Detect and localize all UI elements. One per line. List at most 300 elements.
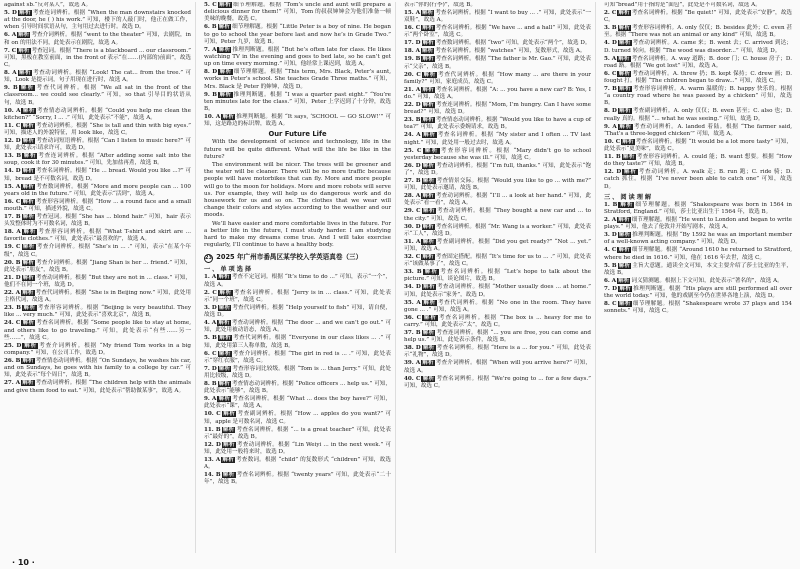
explanation-tag: 解析 [218, 304, 231, 311]
answer-item [404, 163, 591, 177]
answer-item [604, 263, 792, 277]
answer-text: 考查名词辨析。根据 “We’re going to ... for a few days.” 可知，故选 C。 [404, 375, 591, 389]
explanation-tag: 解析 [622, 138, 634, 145]
answer-text: 考查动词辨析。根据 “I’m full, thanks.” 可知，此处表示“饱了”，故选 D。 [404, 162, 591, 177]
answer-number: 17. B [4, 214, 21, 221]
answer-item [4, 138, 191, 152]
explanation-tag: 解析 [219, 69, 232, 76]
answer-text: 考查连词辨析。根据 “Mom, I’m hungry. Can I have some bread?” 可知，故选 D。 [404, 102, 591, 116]
explanation-tag: 解析 [22, 274, 34, 281]
answer-item [204, 2, 391, 24]
answer-number: 22. A [4, 290, 21, 297]
answer-number: 38. D [404, 345, 421, 352]
essay-body [204, 139, 391, 249]
answer-item [4, 153, 191, 167]
answer-item [4, 85, 191, 107]
explanation-tag: 解析 [422, 48, 434, 55]
answer-number: 10. A [204, 114, 221, 121]
explanation-tag: 解析 [218, 350, 231, 357]
section-title [204, 251, 391, 263]
answer-number: 14. B [204, 472, 221, 479]
explanation-tag: 解析 [22, 138, 35, 145]
answer-text: 考查名词辨析。根据 “... is a great teacher” 可知，此处表示“最好的”，故选 B。 [204, 426, 391, 440]
explanation-tag: 解析 [18, 32, 30, 39]
answer-text: 考查情景交际。根据 “Would you like to go ... with me?” 可知，此处表示邀请，故选 B。 [404, 178, 591, 192]
explanation-tag: 解析 [18, 47, 30, 54]
answer-number: 15. A [404, 10, 421, 16]
answer-text: 考查形容词辨析。根据 “Mary didn’t go to school yesterday because she was ill.” 可知，故选 C。 [404, 147, 591, 161]
explanation-tag: 解析 [219, 91, 232, 98]
answer-number: 28. A [404, 193, 421, 200]
part-heading: 一、单项选择 [204, 266, 254, 274]
answer-number: 13. A [204, 456, 221, 463]
answer-number: 21. A [404, 86, 421, 93]
explanation-tag: 解析 [23, 153, 37, 160]
answer-number: 2. A [604, 217, 617, 224]
answer-text: 考查副词辨析。A. only 仅仅；B. even 甚至；C. also 也；D. really 真的。根据 “... what he was seeing.” 可知，故选 D。 [604, 108, 793, 122]
answer-text: 考查固定搭配。根据 “It’s time for us to ... .” 可知，此处表示“该做某事了”，故选 C。 [404, 254, 592, 268]
answer-number: 7. B [604, 86, 617, 93]
answer-number: 34. D [404, 284, 421, 291]
answer-text: 考查动词辨析。根据 “The door ... and we can’t go out.” 可知，此处用被动语态，故选 A。 [204, 320, 391, 334]
answer-item [404, 56, 591, 70]
answer-text: 考查连词辨析。根据 “When the man downstairs knocked at the door, he ( ) his work.” 可知，楼下的人敲门时，他正在做工作，when 引导时间状语从句，主句用过去进行时。故选 D。 [4, 10, 191, 31]
answer-item [4, 108, 191, 122]
answer-number: 25. D [4, 342, 22, 349]
page-number: · 10 · [12, 558, 35, 567]
answer-item [204, 320, 391, 334]
answer-text: 考查动词辨析。根据 “They bought a new car and ... to the city.” 可知，故选 C。 [404, 208, 591, 222]
answer-number: 2. C [204, 289, 217, 296]
answer-number: 17. D [404, 40, 421, 47]
answer-text: 考查动词短语辨析。根据 “Can I listen to music here?” 可知，此处表示请求许可，故选 D。 [4, 138, 191, 152]
answer-number: 5. C [204, 2, 217, 8]
answer-text: 考查形容词辨析。根据 “Beijing is very beautiful. They like ... very much.” 可知，此处表示“喜欢北京”，故选 B。 [4, 305, 191, 319]
answer-item [404, 193, 591, 207]
answer-number: 10. C [204, 411, 221, 418]
answer-number: 18. A [4, 229, 21, 236]
answer-text: 考查名词辨析。根据 “Jerry is in ... class.” 可知，此处表示“同一个班”，故选 C。 [204, 289, 391, 303]
answer-text: 考查副词辨析。根据 “How ... apples do you want?” 可知，apple 是可数名词，故选 C。 [204, 411, 391, 425]
answer-number: 33. B [404, 269, 422, 276]
explanation-tag: 解析 [218, 365, 231, 372]
answer-item [604, 25, 792, 39]
answer-item [604, 139, 792, 153]
answer-item [4, 184, 191, 198]
answer-text: 考查名词辨析。根据 “I want to buy ... .” 可知，此处表示“一双鞋”，故选 A。 [404, 10, 591, 24]
explanation-tag: 解析 [423, 269, 439, 276]
answer-item [204, 290, 391, 304]
answer-number: 8. B [204, 380, 217, 387]
answer-number: 37. B [404, 330, 421, 337]
answer-text: 考查数词辨析。根据 “More and more people can ... 100 years old in the future.” 可知，此处表示“活到”，故选 A。 [4, 183, 191, 197]
explanation-tag: 解析 [422, 299, 436, 306]
answer-text: 推理判断题。根据 “I was a quarter past eight.” “You’re ten minutes late for the class.” 可知，Peter 上学迟到了十分钟，故选 B。 [204, 91, 391, 113]
answer-text: 细节理解题。根据 “He went to London and began to write plays.” 可知，他去了伦敦并开始写剧本，故选 A。 [604, 217, 792, 231]
answer-text: 表示“你的(行李)”，故选 B。 [404, 2, 476, 8]
explanation-tag: 解析 [618, 262, 631, 269]
answer-text: 推理判断题。根据 “It says, ‘SCHOOL — GO SLOW!’” 可知，这是路边的标识牌，故选 A。 [204, 114, 391, 128]
answer-number: 29. C [404, 208, 421, 215]
answer-item [204, 47, 391, 69]
answer-item [604, 2, 792, 9]
answer-item [604, 278, 792, 285]
answer-text: 考查动词辨析。根据 “The children help with the animals and give them food to eat.” 可知，此处表示“帮助做某事”，故选 A。 [4, 380, 191, 394]
column-4 [604, 2, 796, 553]
answer-number: 11. B [204, 426, 221, 433]
answer-text: 考查动词辨析。根据 “She is tall and thin with big eyes.” 可知，描述人的外貌特征，用 look like，故选 C。 [4, 122, 191, 137]
answer-number: 9. B [4, 85, 18, 92]
answer-item [404, 208, 591, 222]
explanation-tag: 解析 [422, 284, 435, 291]
explanation-tag: 解析 [422, 117, 434, 124]
answer-number: 4. C [604, 247, 617, 254]
explanation-tag: 解析 [623, 169, 637, 176]
section-title-text: 2025 年广州市番禺区某学校入学英语真卷（三） [216, 253, 363, 262]
answer-number: 26. B [4, 358, 21, 365]
column-2 [204, 2, 396, 553]
answer-number: 23. B [4, 305, 21, 312]
answer-item [204, 69, 391, 91]
answer-item [4, 70, 191, 84]
explanation-tag: 解析 [422, 71, 437, 78]
answer-number: 12. D [604, 169, 622, 176]
answer-item [404, 178, 591, 192]
explanation-tag: 解析 [22, 214, 35, 221]
answer-number: 10. A [4, 107, 21, 114]
answer-text: 细节理解题。根据 “This term, Mrs. Black, Peter’s aunt, works in Peter’s school. She teaches Grade Three maths.” 可知，Mrs. Black 是 Peter 的婶婶，故选 D。 [204, 69, 391, 90]
answer-text: 主旨大意题。通读全文可知，本文主要介绍了莎士比亚的生平，故选 B。 [604, 262, 792, 276]
answer-item [404, 132, 591, 146]
answer-text: 考查介词辨析。根据 “When will you arrive here?” 可知，故选 A。 [404, 360, 591, 374]
answer-number: 10. C [604, 138, 621, 145]
explanation-tag: 解析 [218, 2, 232, 8]
answer-text: 推理判断题。根据 “But he’s often late for class. He likes watching TV in the evening and goes to bed late, so he can’t get up on time every morning.” 可知，他经常上课迟到，故选 A。 [204, 46, 391, 68]
answer-text: 考查名词辨析。根据 “The father is Mr. Gao.” 可知，此处表示“父亲”，故选 B。 [404, 56, 591, 70]
answer-item [4, 32, 191, 46]
explanation-tag: 解析 [422, 345, 435, 352]
column-1 [4, 2, 196, 553]
answer-number: 13. B [4, 153, 22, 160]
explanation-tag: 解析 [22, 244, 35, 251]
answer-item [604, 40, 792, 54]
answer-item [404, 254, 591, 268]
answer-number: 6. A [4, 32, 17, 39]
answer-text: 考查动词辨析。根据 “I’ll ... a look at her hand.” 可知，此处表示“看一看”，故选 A。 [404, 193, 591, 207]
answer-item [204, 366, 391, 380]
explanation-tag: 解析 [619, 285, 632, 292]
answer-item [404, 284, 591, 298]
explanation-tag: 解析 [618, 25, 630, 32]
answer-list [204, 274, 391, 486]
document-page [4, 2, 796, 553]
answer-number: 15. A [4, 183, 21, 190]
answer-number: 3. D [604, 232, 617, 239]
answer-text: 考查名词辨析。根据 “A: ... you have a new car? B: Yes, I do.” 可知，故选 A。 [404, 86, 591, 101]
answer-number: 7. A [204, 46, 217, 53]
answer-number: 9. B [204, 91, 217, 98]
answer-text: 考查冠词。根据 “There is a blackboard ... our classroom.” 可知，黑板在教室前面，in the front of 表示“在……(内部的)前面”，故选 C。 [4, 47, 191, 69]
answer-number: 7. D [204, 365, 217, 372]
answer-text: 考查介词辨析。根据 “My friend Tom works in a big company.” 可知，在公司工作，故选 D。 [4, 342, 191, 357]
explanation-tag: 解析 [22, 107, 35, 114]
answer-text: 推理判断题。根据 “By 1592 he was an important member of a well-known acting company.” 可知，故选 D。 [604, 232, 792, 246]
explanation-tag: 解析 [618, 277, 630, 284]
answer-text: 考查形容词辨析。根据 “What T-shirt and skirt are ... favorite clothes.” 可知，此处表示“最喜欢的”，故选 A。 [4, 229, 191, 243]
answer-number: 2. C [604, 10, 617, 16]
answer-number: 5. B [204, 335, 217, 342]
answer-number: 7. C [4, 47, 17, 54]
explanation-tag: 解析 [222, 114, 235, 121]
answer-item [604, 86, 792, 108]
answer-item [204, 274, 391, 288]
explanation-tag: 解析 [423, 314, 437, 321]
essay-paragraph: With the development of science and technology, life in the future will be quite different. What will the life be like in the future? [204, 139, 391, 160]
answer-item [604, 232, 792, 246]
answer-text: 细节理解题。根据 “Little Peter is a boy of nine. He began to go to school the year before last and now he’s in Grade Two.” 可知，Peter 九岁，故选 B。 [204, 24, 391, 45]
explanation-tag: 解析 [618, 301, 631, 308]
explanation-tag: 解析 [618, 123, 632, 130]
answer-text: 考查名词辨析。根据 “Here is a ... for you.” 可知，此处表示“礼物”，故选 D。 [404, 345, 591, 359]
answer-item [204, 24, 391, 46]
answer-text: 考查不定冠词。根据 “It’s time to do ...” 可知，表示“一个”，故选 A。 [204, 274, 391, 288]
answer-item [404, 300, 591, 314]
answer-number: 9. A [204, 396, 217, 403]
answer-text: 考查连词辨析。根据 “After adding some salt into the soup, cook it for 30 minutes.” 可知，先加盐再煮，故选 B。 [4, 153, 191, 167]
explanation-tag: 解析 [218, 24, 231, 31]
answer-text: 考查代词辨析。根据 “She is in Beijing now.” 可知，此处用主格代词，故选 A。 [4, 290, 191, 304]
answer-number: 8. C [604, 301, 617, 308]
answer-item [404, 345, 591, 359]
answer-number: 5. B [604, 262, 617, 269]
answer-item [404, 117, 591, 131]
answer-number: 5. D [4, 10, 17, 16]
answer-item [204, 114, 391, 128]
answer-text: 考查介词辨析。根据 “Jiang Shan is her ... friend.” 可知，此处表示“朋友”，故选 B。 [4, 259, 191, 273]
explanation-tag: 解析 [218, 380, 230, 387]
answer-number: 4. D [604, 40, 617, 47]
answer-item [4, 358, 191, 380]
explanation-tag: 解析 [422, 10, 434, 16]
answer-item [404, 40, 591, 47]
answer-item [604, 108, 792, 122]
answer-list [4, 2, 191, 395]
answer-text: 考查情态动词辨析。根据 “Could you help me clean the kitchen?” “Sorry, I ... .” 可知，此处表示“不能”，故选 A。 [4, 107, 191, 121]
answer-item [404, 48, 591, 55]
answer-number: 32. C [404, 254, 421, 261]
answer-number: 5. A [604, 55, 617, 62]
answer-number: 6. B [204, 24, 217, 31]
answer-item [204, 442, 391, 456]
explanation-tag: 解析 [622, 154, 635, 161]
answer-text: 考查情态动词辨析。根据 “On Sundays, he washes his car, and on Sundays, he goes with his family to a college by car.” 可知，此处表示“每个周日”，故选 B。 [4, 358, 191, 379]
answer-text: 考查动词辨析。A. threw 扔；B. kept 保持；C. drew 画；D. fought 打。根据 “The children began to draw...” 可知，故选 C。 [604, 70, 792, 85]
answer-text: 细节理解题。根据 “Tom’s uncle and aunt will prepare a delicious dinner for them!” 可知，Tom 的叔叔婶婶会为他们准备一顿美味的晚餐，故选 C。 [204, 2, 391, 23]
answer-text: 考查名词辨析。根据 “watches” 可知，复数形式，故选 A。 [435, 48, 586, 55]
essay-paragraph: The environment will be nicer. The trees will be greener and the water will be cleaner. There will be no more traffic because people will have motorbikes that can fly. More and more people will go to the moon for holidays. More and more robots will serve us. For example, they will help us do dangerous work and do housework for us and so on. The clothes that we wear will change their colors and styles according to the weather and our moods. [204, 162, 391, 219]
answer-item [204, 305, 391, 319]
explanation-tag: 解析 [22, 229, 37, 236]
answer-number: 19. C [4, 244, 21, 251]
answer-text: 推理判断题。根据 “His plays are still performed all over the world today.” 可知，他的戏剧至今仍在世界各地上演，故选 D。 [604, 285, 792, 300]
answer-text: 考查形容词辨析。根据 “How ... a round face and a small mouth.” 可知，描述外貌，故选 C。 [4, 198, 191, 213]
answer-item [4, 244, 191, 258]
answer-item [4, 214, 191, 228]
explanation-tag: 解析 [618, 232, 631, 239]
answer-text: against sb.“反对某人”，故选 A。 [4, 2, 92, 8]
answer-item [4, 320, 191, 342]
answer-text: 细节理解题。根据 “Around 1610 he returned to Stratford, where he died in 1616.” 可知，他在 1616 年去世，故选 C。 [604, 247, 792, 261]
explanation-tag: 解析 [22, 320, 35, 327]
explanation-tag: 解析 [619, 201, 634, 208]
answer-text: 考查名词辨析。根据 “We have ... and a hall” 可知，此处表示“两个卧室”，故选 C。 [404, 25, 591, 39]
explanation-tag: 解析 [222, 426, 235, 433]
explanation-tag: 解析 [422, 360, 434, 367]
answer-text: 考查代词辨析。根据 “Everyone in our class likes ... .” 可知，此处用第三人称单数，故选 B。 [204, 335, 391, 349]
answer-item [404, 87, 591, 101]
essay-paragraph: We’ll have easier and more comfortable lives in the future. For a better life in the future, I must study harder. I am studying hard to make my dreams come true. And I will take exercise regularly, I’ll continue to have a healthy body. [204, 220, 391, 249]
answer-text: 考查情态动词辨析。根据 “Would you like to have a cup of tea?” 可知，此处表示委婉请求，故选 B。 [404, 117, 591, 131]
answer-text: 考查名词辨析。根据 “twenty years” 可知，此处表示“二十年”，故选 B。 [204, 472, 391, 486]
answer-text: 考查冠词。根据 “She has ... blond hair.” 可知，hair 表示头发整体时为不可数名词，故选 B。 [4, 214, 191, 228]
answer-text: 考查名词辨析。根据 “It would be a lot more tasty” 可知，此处表示“更美味”，故选 C。 [604, 138, 792, 153]
answer-item [204, 472, 391, 486]
answer-item [604, 169, 792, 191]
answer-number: 11. B [604, 154, 621, 161]
answer-item [4, 168, 191, 182]
answer-text: 考查名词辨析。根据 “My sister and I often ... TV last night.” 可知，此处用一般过去时，故选 A。 [404, 132, 591, 146]
explanation-tag: 解析 [23, 342, 38, 349]
explanation-tag: 解析 [618, 55, 630, 62]
answer-item [604, 71, 792, 85]
answer-list [204, 2, 391, 128]
answer-number: 1. B [604, 201, 618, 208]
answer-item [204, 381, 391, 395]
answer-item [4, 260, 191, 274]
explanation-tag: 解析 [218, 274, 230, 281]
answer-list [604, 202, 792, 316]
explanation-tag: 解析 [22, 380, 34, 387]
explanation-tag: 解析 [218, 46, 231, 53]
answer-item [404, 72, 591, 86]
answer-text: 考查代词辨析。根据 “No one in the room. They have gone ... .” 可知，故选 A。 [404, 299, 591, 313]
answer-number: 6. C [204, 350, 217, 357]
explanation-tag: 解析 [618, 86, 631, 93]
answer-number: 20. C [404, 71, 421, 78]
explanation-tag: 解析 [422, 132, 436, 139]
explanation-tag: 解析 [423, 147, 439, 154]
answer-number: 22. D [404, 102, 421, 109]
explanation-tag: 解析 [422, 375, 435, 382]
answer-number: 16. C [4, 198, 21, 205]
answer-number: 7. D [604, 285, 617, 292]
answer-item [604, 217, 792, 231]
explanation-tag: 解析 [22, 259, 35, 266]
answer-text: 考查形容词辨析。A. could 能；B. want 想要。根据 “How do they taste?” 可知，故选 B。 [604, 154, 792, 168]
explanation-tag: 解析 [222, 472, 235, 479]
answer-number: 6. A [604, 277, 617, 284]
answer-number: 39. A [404, 360, 421, 367]
answer-number: 27. A [4, 380, 21, 387]
answer-text: 词义猜测题。根据上下文可知，此处表示“著名的”，故选 A。 [631, 277, 783, 284]
answer-text: 考查形容词辨析。A. only 仅仅；B. besides 此外；C. even 甚至。根据 “There was not an animal or any kind” 可知，故选 B。 [604, 25, 792, 39]
answer-item [404, 269, 591, 283]
answer-item [4, 48, 191, 70]
answer-number: 21. D [4, 274, 21, 281]
answer-number: 1. A [204, 274, 217, 281]
explanation-tag: 解析 [218, 320, 230, 327]
answer-text: 考查动词辨析。根据 “But they are not in ... class.” 可知，他们不在同一个班，故选 D。 [4, 274, 191, 289]
answer-text: 考查代词辨析。根据 “How many ... are there in your family?” 可知，家庭成员，故选 C。 [404, 71, 591, 85]
answer-text: 考查数词。根据 “child” 的复数形式 “children” 可知，故选 A。 [204, 456, 391, 471]
answer-text: 考查动词辨析。A. walk 走；B. run 跑；C. ride 骑；D. catch 抓住。根据 “I’ve never been able to catch one” 可知，故选 D。 [604, 169, 792, 190]
answer-text: 考查名词辨析。A. way 道路；B. door 门；C. house 房子；D. road 路。根据 “We got lost” 可知，故选 A。 [604, 55, 792, 69]
answer-text: 考查形容词比较级。根据 “Tom is ... than Jerry.” 可知，此处用比较级，故选 D。 [204, 365, 391, 379]
answer-text: 考查连词辨析。根据 “... you are free, you can come and help us.” 可知，此处表示条件，故选 B。 [404, 330, 591, 344]
answer-item [4, 343, 191, 357]
answer-item [4, 123, 191, 137]
answer-item [404, 102, 591, 116]
explanation-tag: 解析 [218, 335, 232, 342]
answer-text: 考查名词辨析。根据 “Be quiet!” 可知，此处表示“安静”，故选 C。 [604, 10, 792, 24]
explanation-tag: 解析 [422, 223, 434, 230]
answer-text: 考查名词辨析。根据 “Let’s hope to talk about the picture.” 可知，谈论图片，故选 B。 [404, 269, 591, 283]
answer-text: 考查代词辨析。根据 “Help yourself to fish” 可知，请自便，故选 D。 [204, 304, 391, 319]
answer-text: 考查数词辨析。根据 “two” 可知，此处表示“两个”，故选 D。 [435, 40, 591, 47]
answer-text: 考查动词辨析。根据 “Look! The cat... from the tree.” 可知，Look 是提示词，句子用现在进行时，故选 A。 [4, 70, 191, 84]
answer-number: 4. A [204, 320, 217, 327]
answer-number: 11. C [4, 122, 21, 129]
answer-item [204, 411, 391, 425]
answer-number: 8. A [4, 70, 17, 77]
answer-item [604, 10, 792, 24]
answer-item [404, 239, 591, 253]
answer-item [604, 124, 792, 138]
answer-number: 3. B [604, 25, 617, 32]
explanation-tag: 解析 [618, 217, 630, 224]
explanation-tag: 解析 [422, 193, 434, 200]
answer-item [604, 154, 792, 168]
explanation-tag: 解析 [22, 358, 34, 365]
explanation-tag: 解析 [422, 208, 436, 215]
answer-item [404, 224, 591, 238]
explanation-tag: 解析 [422, 330, 435, 337]
answer-item [204, 351, 391, 365]
answer-item [404, 2, 591, 9]
explanation-tag: 解析 [422, 162, 435, 169]
answer-item [204, 396, 391, 410]
explanation-tag: 解析 [22, 168, 34, 175]
answer-text: 考查动词辨析。根据 “Mother usually does ... at home.” 可知，此处表示“家务”，故选 D。 [404, 284, 591, 298]
answer-item [404, 360, 591, 374]
answer-text: 考查形容词辨析。A. warm 温暖的；B. happy 快乐的。根据 “a country road where he was passed by a chicken” 可知，故选 B。 [604, 86, 792, 107]
explanation-tag: 解析 [618, 10, 630, 16]
answer-number: 23. B [404, 117, 421, 124]
answer-item [404, 10, 591, 24]
answer-item [404, 376, 591, 390]
answer-text: 考查动词辨析。根据 “Lin Weiyi ... in the next week.” 可知，此处用一般将来时，故选 D。 [204, 441, 391, 455]
explanation-tag: 解析 [218, 289, 232, 296]
answer-text: 细节理解题。根据 “Shakespeare wrote 37 plays and 154 sonnets.” 可知，故选 C。 [604, 301, 792, 315]
answer-item [4, 10, 191, 32]
essay-title: Our Future Life [268, 130, 327, 139]
answer-item [204, 457, 391, 471]
answer-number: 12. D [204, 441, 221, 448]
explanation-tag: 解析 [422, 254, 434, 261]
answer-list [604, 2, 792, 191]
answer-number: 3. D [204, 304, 217, 311]
answer-item [604, 247, 792, 261]
